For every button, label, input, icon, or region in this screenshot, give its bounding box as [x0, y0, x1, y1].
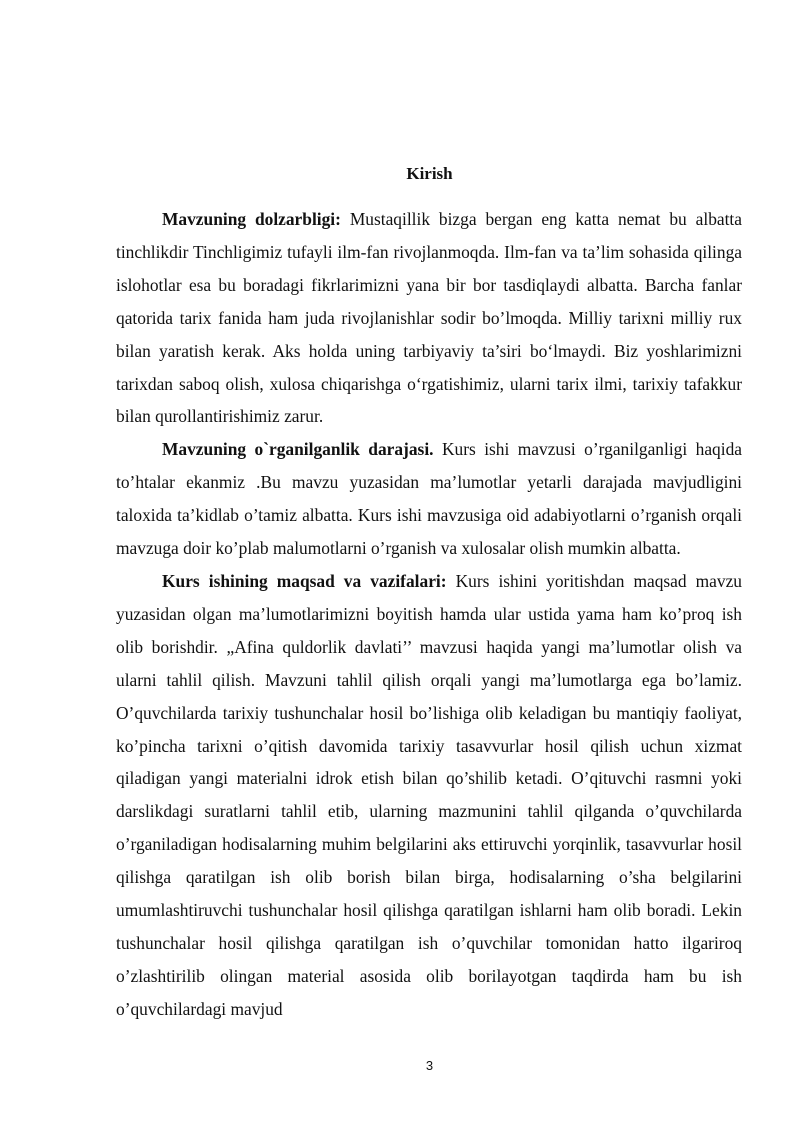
paragraph-text: Kurs ishini yoritishdan maqsad mavzu yuzasidan olgan ma’lumotlarimizni boyitish hamda ular ustida yama ham ko’proq ish olib borishdir. „Afina quldorlik davlati’’ mavzusi haqida yangi ma’lumotlar olish va ularni tahlil qilish. Mavzuni tahlil qilish orqali yangi ma’lumotlarga ega bo’lamiz. O’quvchilarda tarixiy tushunchalar hosil bo’lishiga olib keladigan bu mantiqiy faoliyat, ko’pincha tarixni o’qitish davomida tarixiy tasavvurlar hosil qilish uchun xizmat qiladigan yangi materialni idrok etish bilan qo’shilib ketadi. O’qituvchi rasmni yoki darslikdagi suratlarni tahlil etib, ularning mazmunini tahlil qilganda o’quvchilarda o’rganiladigan hodisalarning muhim belgilarini aks ettiruvchi yorqinlik, tasavvurlar hosil qilishga qaratilgan ish olib borish bilan birga, hodisalarning o’sha belgilarini umumlashtiruvchi tushunchalar hosil qilishga qaratilgan ishlarni ham olib boradi. Lekin tushunchalar hosil qilishga qaratilgan ish o’quvchilar tomonidan hatto ilgariroq o’zlashtirilib olingan material asosida olib borilayotgan taqdirda ham bu ish o’quvchilardagi mavjud — [116, 570, 742, 1019]
page-number: 3 — [425, 1058, 434, 1073]
paragraph-heading: Mavzuning dolzarbligi: — [162, 209, 341, 229]
paragraph-goals — [116, 565, 742, 1026]
paragraph-text: Kurs ishi mavzusi o’rganilganligi haqida to’htalar ekanmiz .Bu mavzu yuzasidan ma’lumotlar yetarli darajada mavjudligini taloxida ta’kidlab o’tamiz albatta. Kurs ishi mavzusiga oid adabiyotlarni o’rganish orqali mavzuga doir ko’plab malumotlarni o’rganish va xulosalar olish mumkin albatta. — [116, 439, 742, 559]
paragraph-text: Mustaqillik bizga bergan eng katta nemat bu albatta tinchlikdir Tinchligimiz tufayli ilm-fan rivojlanmoqda. Ilm-fan va ta’lim sohasida qilinga islohotlar esa bu boradagi fikrlarimizni yana bir bor tasdiqlaydi albatta. Barcha fanlar qatorida tarix fanida ham juda rivojlanishlar sodir bo’lmoqda. Milliy tarixni milliy rux bilan yaratish kerak. Aks holda uning tarbiyaviy ta’siri bo‘lmaydi. Biz yoshlarimizni tarixdan saboq olish, xulosa chiqarishga o‘rgatishimiz, ularni tarix ilmi, tarixiy tafakkur bilan qurollantirishimiz zarur. — [116, 209, 742, 427]
paragraph-study-level — [116, 433, 742, 565]
paragraph-heading: Mavzuning o`rganilganlik darajasi. — [162, 439, 434, 460]
body-text — [116, 203, 742, 1026]
paragraph-heading: Kurs ishining maqsad va vazifalari: — [162, 570, 447, 591]
paragraph-relevance — [116, 203, 742, 433]
section-title: Kirish — [406, 164, 453, 183]
